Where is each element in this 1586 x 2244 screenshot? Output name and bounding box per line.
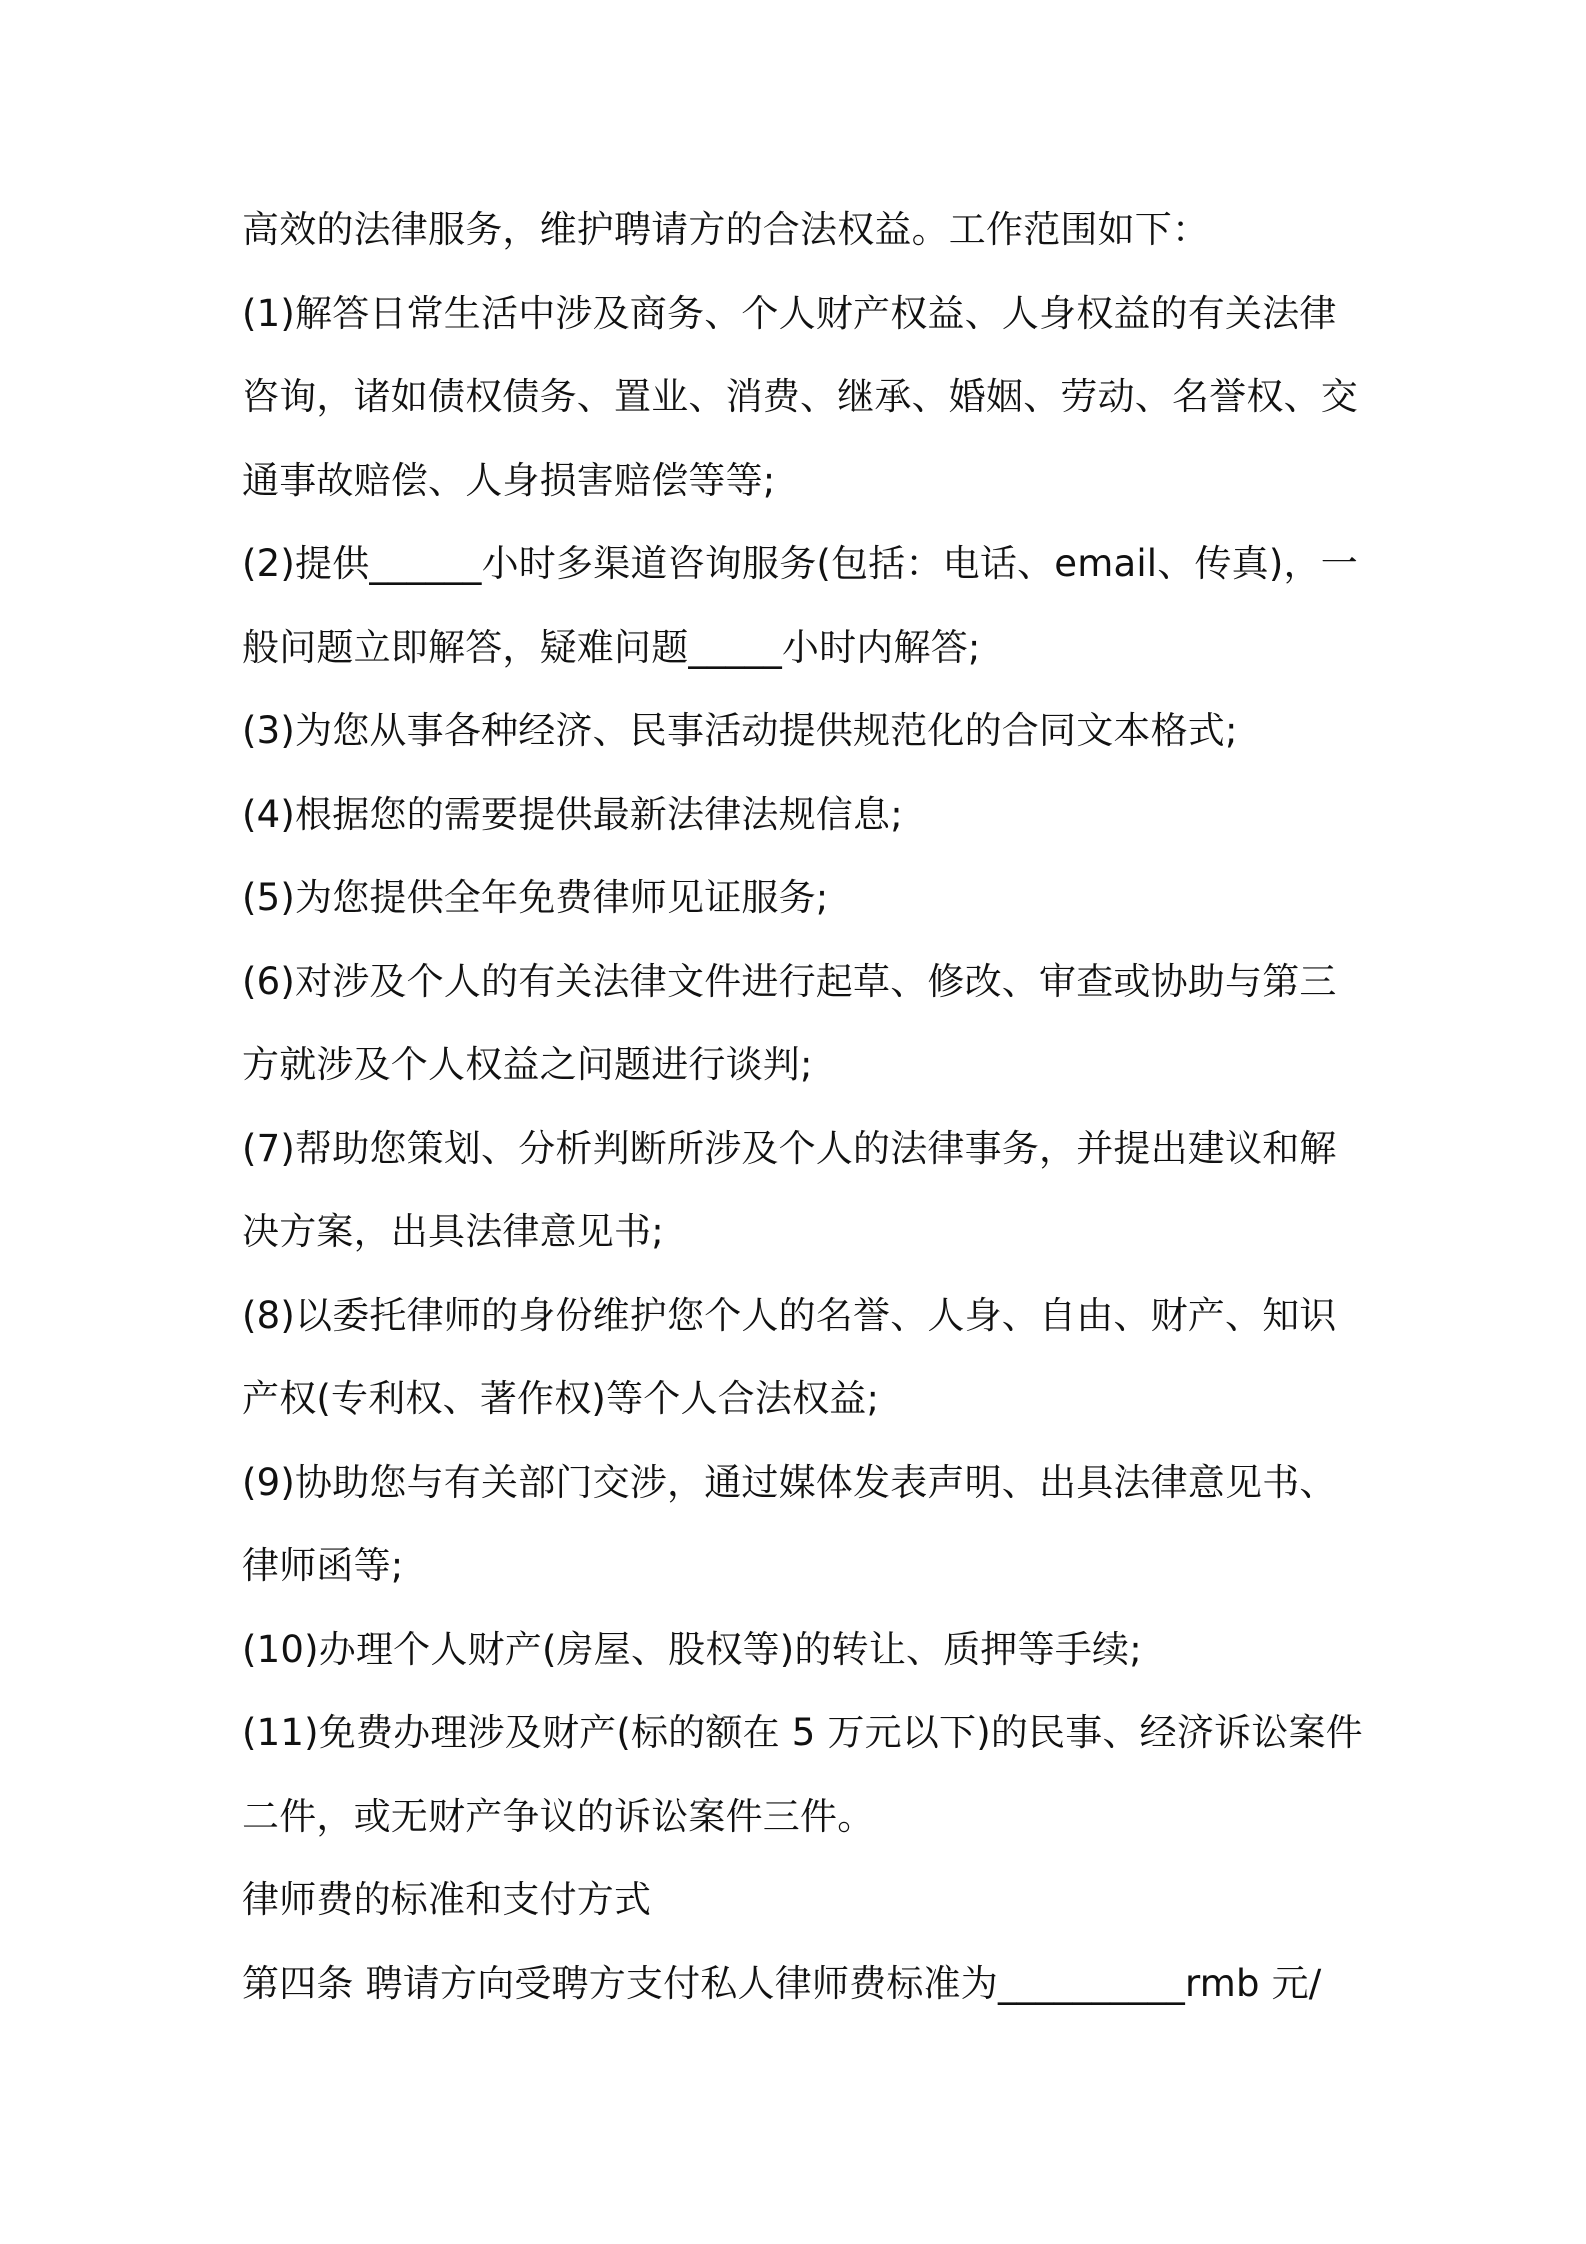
- paragraph-line: (5)为您提供全年免费律师见证服务;: [242, 876, 829, 919]
- paragraph-line: (7)帮助您策划、分析判断所涉及个人的法律事务，并提出建议和解: [242, 1126, 1337, 1170]
- paragraph-line: 决方案，出具法律意见书;: [242, 1210, 664, 1253]
- section-heading: 律师费的标准和支付方式: [242, 1878, 652, 1921]
- paragraph-line: 产权(专利权、著作权)等个人合法权益;: [242, 1377, 880, 1420]
- paragraph-line: 律师函等;: [242, 1544, 404, 1587]
- paragraph-line: 通事故赔偿、人身损害赔偿等等;: [242, 458, 776, 502]
- paragraph-line: (8)以委托律师的身份维护您个人的名誉、人身、自由、财产、知识: [242, 1293, 1337, 1337]
- paragraph-line: (4)根据您的需要提供最新法律法规信息;: [242, 792, 903, 836]
- paragraph-line: 高效的法律服务，维护聘请方的合法权益。工作范围如下：: [242, 208, 1210, 251]
- document-body: [242, 188, 1362, 2025]
- paragraph-line: 方就涉及个人权益之问题进行谈判;: [242, 1043, 813, 1086]
- paragraph-line: (11)免费办理涉及财产(标的额在 5 万元以下)的民事、经济诉讼案件: [242, 1711, 1363, 1754]
- paragraph-line: (6)对涉及个人的有关法律文件进行起草、修改、审查或协助与第三: [242, 959, 1337, 1003]
- paragraph-line: (9)协助您与有关部门交涉，通过媒体发表声明、出具法律意见书、: [242, 1460, 1337, 1504]
- paragraph-line: (2)提供______小时多渠道咨询服务(包括：电话、email、传真)，一: [242, 542, 1358, 585]
- paragraph-line: 二件，或无财产争议的诉讼案件三件。: [242, 1794, 875, 1838]
- article-line: 第四条 聘请方向受聘方支付私人律师费标准为__________rmb 元/: [242, 1961, 1322, 2005]
- paragraph-line: 咨询，诸如债权债务、置业、消费、继承、婚姻、劳动、名誉权、交: [242, 375, 1358, 418]
- paragraph-line: (1)解答日常生活中涉及商务、个人财产权益、人身权益的有关法律: [242, 291, 1337, 335]
- paragraph-line: (10)办理个人财产(房屋、股权等)的转让、质押等手续;: [242, 1627, 1142, 1671]
- paragraph-line: (3)为您从事各种经济、民事活动提供规范化的合同文本格式;: [242, 709, 1238, 752]
- paragraph-line: 般问题立即解答，疑难问题_____小时内解答;: [242, 625, 981, 669]
